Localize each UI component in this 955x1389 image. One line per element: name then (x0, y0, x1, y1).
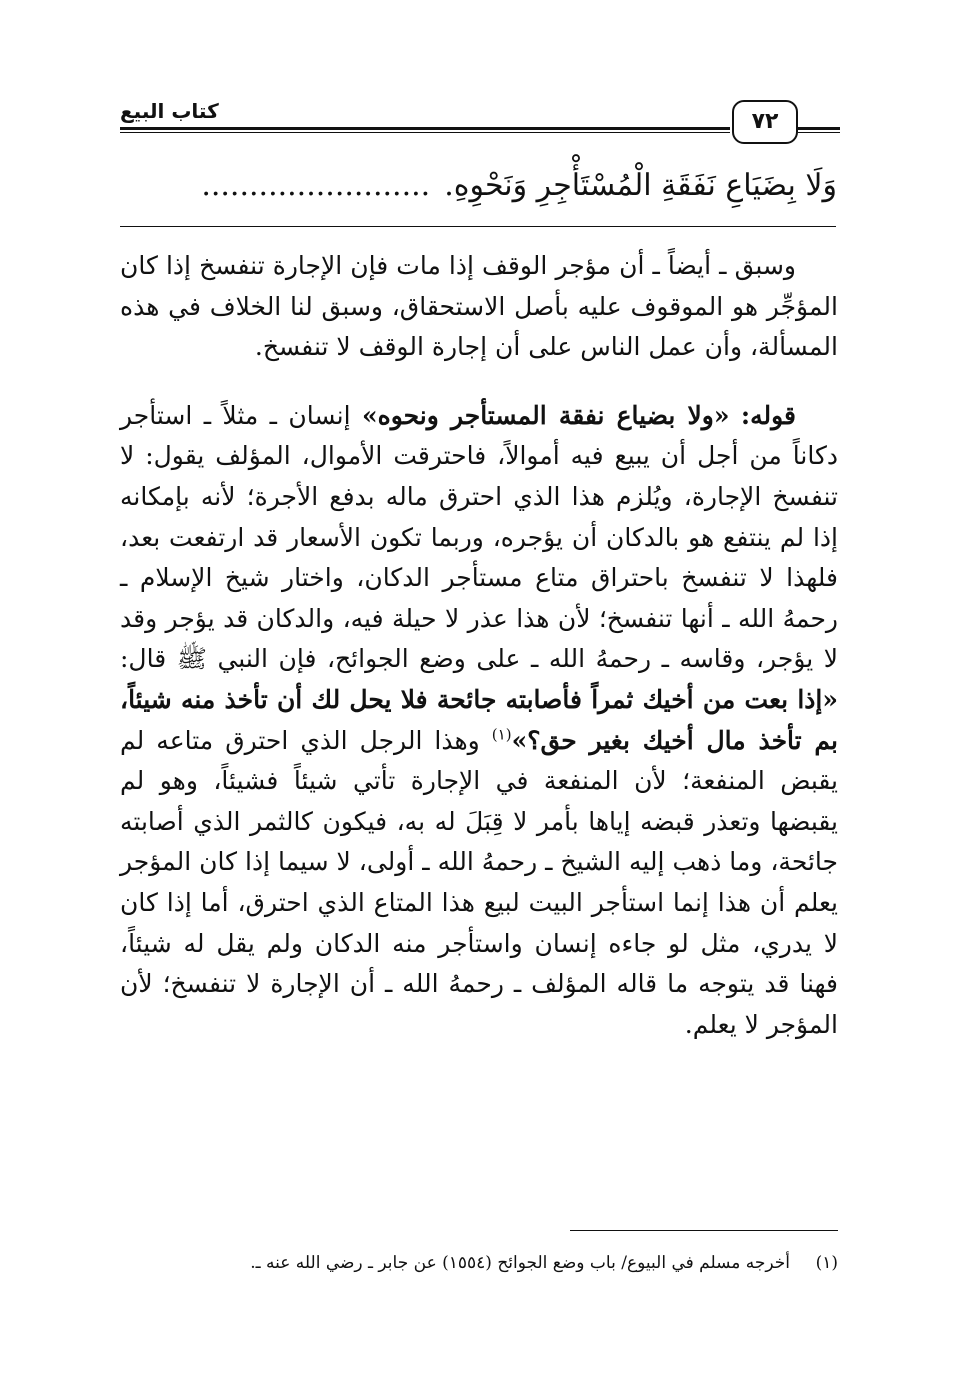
footnote-ref[interactable]: (١) (491, 725, 512, 744)
matn-divider (120, 226, 836, 227)
matn-dots: ........................ (201, 168, 431, 203)
running-book-title: كتاب البيع (120, 98, 227, 124)
matn-line (125, 156, 837, 216)
qawluhu-lead: قوله: (740, 400, 796, 430)
commentary-body (120, 246, 838, 1045)
paragraph-1 (120, 246, 838, 368)
paragraph-2 (120, 396, 838, 1046)
hadith-text: «إذا بعت من أخيك ثمراً فأصابته جائحة فلا يحل لك أن تأخذ منه شيئاً، بم تأخذ مال أخيك بغير حق؟» (120, 684, 839, 755)
footnote-divider (570, 1230, 838, 1231)
footnote-number: (١) (815, 1253, 838, 1273)
page-header (120, 98, 840, 144)
header-rule (120, 127, 730, 133)
paragraph-2-text-b: وهذا الرجل الذي احترق متاعه لم يقبض المنفعة؛ لأن المنفعة في الإجارة تأتي شيئاً فشيئاً، وهو لم يقبضها وتعذر قبضه إياها بأمر لا قِبَلَ له به، فيكون كالثمر الذي أصابته جائحة، وما ذهب إليه الشيخ ـ رحمهُ الله ـ أولى، لا سيما إذا كان المؤجر يعلم أن هذا إنما استأجر البيت لبيع هذا المتاع الذي احترق، أما إذا كان لا يدري، مثل لو جاءه إنسان واستأجر منه الدكان ولم يقل له شيئاً، فهنا قد يتوجه ما قاله المؤلف ـ رحمهُ الله ـ أن الإجارة لا تنفسخ؛ لأن المؤجر لا يعلم. (120, 725, 838, 1039)
footnote-text: أخرجه مسلم في البيوع/ باب وضع الجوائح (١٥٥٤) عن جابر ـ رضي الله عنه ـ. (250, 1253, 790, 1273)
footnote (120, 1248, 838, 1278)
matn-quote: «ولا بضياع نفقة المستأجر ونحوه» (361, 400, 730, 430)
page-number: ٧٢ (732, 100, 798, 144)
paragraph-1-text: وسبق ـ أيضاً ـ أن مؤجر الوقف إذا مات فإن الإجارة تنفسخ إذا كان المؤجِّر هو الموقوف عليه بأصل الاستحقاق، وسبق لنا الخلاف في هذه المسألة، وأن عمل الناس على أن إجارة الوقف لا تنفسخ. (120, 251, 838, 362)
matn-text: وَلَا بِضَيَاعِ نَفَقَةِ الْمُسْتَأْجِرِ وَنَحْوِهِ. (444, 168, 837, 203)
header-rule-short (798, 127, 840, 133)
paragraph-2-text-a: إنسان ـ مثلاً ـ استأجر دكاناً من أجل أن يبيع فيه أموالاً، فاحترقت الأموال، المؤلف يقول: لا تنفسخ الإجارة، ويُلزم هذا الذي احترق ماله بدفع الأجرة؛ لأنه بإمكانه إذا لم ينتفع هو بالدكان أن يؤجره، وربما تكون الأسعار قد ارتفعت بعد، فلهذا لا تنفسخ باحتراق متاع مستأجر الدكان، واختار شيخ الإسلام ـ رحمهُ الله ـ أنها تنفسخ؛ لأن هذا عذر لا حيلة فيه، والدكان قد يؤجر وقد لا يؤجر، وقاسه ـ رحمهُ الله ـ على وضع الجوائح، فإن النبي ﷺ قال: (120, 400, 838, 674)
